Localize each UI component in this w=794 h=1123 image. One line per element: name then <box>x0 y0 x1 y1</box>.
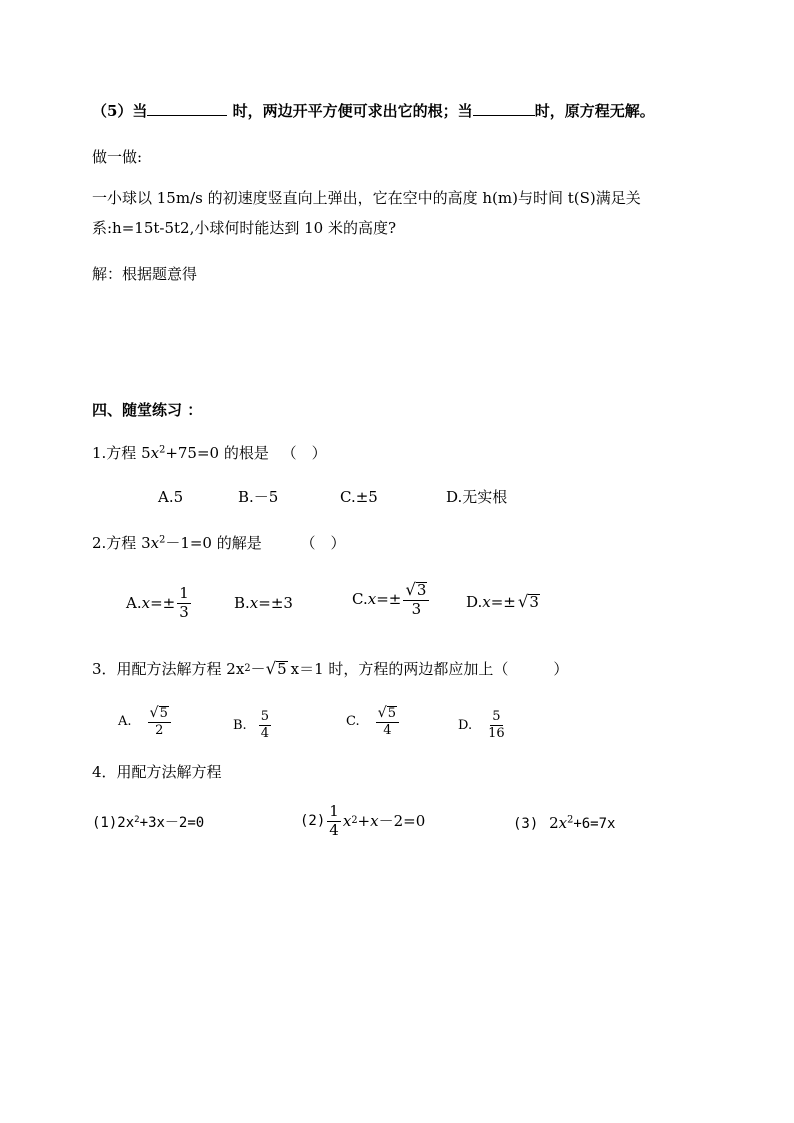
q5-blank-2[interactable] <box>473 114 535 116</box>
q2-a-fraction <box>177 586 191 621</box>
q1-answer-paren[interactable]: （ ） <box>281 444 327 462</box>
q2-option-a[interactable] <box>126 586 193 621</box>
q2-stem-suffix: －1=0 的解是 <box>165 534 262 552</box>
q2-a-eq: =± <box>150 593 176 612</box>
q3-a-den: 2 <box>155 722 164 738</box>
q3-option-d[interactable] <box>458 710 507 740</box>
q2-c-fraction <box>403 582 429 618</box>
q2-c-den: 3 <box>411 599 422 618</box>
q2-var: x <box>150 534 160 552</box>
q5-prefix: （5）当 <box>92 102 148 120</box>
q1-option-a[interactable]: A.5 <box>158 488 184 506</box>
q3-a-num: 5 <box>159 706 168 721</box>
q2-exp: 2 <box>159 534 166 546</box>
q2-option-b[interactable] <box>234 596 293 611</box>
q1-stem-suffix: +75=0 的根是 <box>165 444 269 462</box>
q2-c-eq: =± <box>376 590 402 609</box>
q3-option-c[interactable] <box>346 706 401 737</box>
q2-answer-paren[interactable]: （ ） <box>300 534 346 552</box>
try-it-heading: 做一做: <box>92 148 143 166</box>
q4-p3-var: x <box>558 814 568 832</box>
q4-p3-label: (3) <box>513 816 539 832</box>
practice-q3-stem: 3．用配方法解方程 2x 2 － √ 5 x＝1 时，方程的两边都应加上（ ） <box>92 659 569 678</box>
q2-c-var: x <box>367 590 377 609</box>
q2-c-label: C. <box>352 590 368 609</box>
q2-d-var: x <box>482 592 491 611</box>
q2-b-var: x <box>249 594 259 612</box>
q2-a-var: x <box>141 593 151 612</box>
q2-option-d[interactable] <box>466 594 540 611</box>
q3-b-den: 4 <box>260 725 269 741</box>
q1-exp: 2 <box>159 444 166 456</box>
q4-p1-exp: 2 <box>134 815 140 825</box>
q2-stem-prefix: 2.方程 3 <box>92 534 151 552</box>
q2-d-rad: 3 <box>529 593 539 611</box>
q2-a-den: 3 <box>179 602 189 621</box>
q4-p2-plus: + <box>357 811 371 830</box>
q3-d-fraction <box>488 710 505 740</box>
q3-c-label: C. <box>346 714 360 730</box>
q4-p3-coef: 2 <box>549 814 559 832</box>
q4-p3-exp: 2 <box>567 814 574 826</box>
q3-a-label: A. <box>118 714 132 730</box>
q4-p2-var: x <box>342 811 352 830</box>
q2-d-label: D. <box>466 592 483 611</box>
q2-b-label: B. <box>234 594 250 612</box>
q1-var: x <box>150 444 160 462</box>
q4-p1-rest: +3x－2=0 <box>139 815 205 831</box>
q4-p1-lead: (1)2x <box>92 815 135 831</box>
q4-p2-tail: －2=0 <box>378 811 426 830</box>
q5-blank-1[interactable] <box>147 114 227 116</box>
q2-b-eq: =±3 <box>258 594 293 612</box>
q5-mid: 时，两边开平方便可求出它的根；当 <box>232 102 473 120</box>
practice-q1-stem <box>92 446 327 461</box>
q3-stem-prefix: 3．用配方法解方程 2x <box>92 659 245 678</box>
practice-heading: 四、随堂练习 ： <box>92 401 203 419</box>
q5-suffix: 时，原方程无解。 <box>534 102 655 120</box>
q3-d-num: 5 <box>492 709 501 724</box>
q4-p2-label: (2) <box>300 813 326 830</box>
q4-p2-num: 1 <box>329 802 339 820</box>
q3-minus: － <box>250 659 266 678</box>
practice-q2-stem <box>92 536 346 551</box>
question-5 <box>92 104 655 119</box>
q2-a-label: A. <box>126 593 142 612</box>
q3-c-fraction: √ 5 4 <box>376 706 399 737</box>
q2-d-sqrt: √ 3 <box>517 592 539 611</box>
q3-d-label: D. <box>458 717 473 733</box>
try-it-problem-line2: 系:h=15t-5t2,小球何时能达到 10 米的高度? <box>92 219 397 237</box>
q3-option-a[interactable] <box>118 706 173 737</box>
q4-part-1 <box>92 816 204 830</box>
q4-p2-var2: x <box>370 811 379 830</box>
q1-option-b[interactable]: B.－5 <box>238 488 279 506</box>
q3-stem-suffix: x＝1 时，方程的两边都应加上（ ） <box>290 659 569 678</box>
q3-option-b[interactable] <box>233 710 273 740</box>
q2-d-eq: =± <box>490 592 516 611</box>
q4-part-2: (2) $\frac{1}{4}$ x 2 + x －2=0 <box>300 802 426 839</box>
q3-d-den: 16 <box>488 725 505 741</box>
q3-b-num: 5 <box>260 709 269 724</box>
q4-p3-rest: +6=7x <box>573 816 616 832</box>
q4-p2-fraction <box>327 804 341 839</box>
q3-b-label: B. <box>233 717 247 733</box>
q3-rad: 5 <box>277 660 287 678</box>
try-it-solution: 解：根据题意得 <box>92 265 198 283</box>
q1-option-d[interactable]: D.无实根 <box>446 488 508 506</box>
q3-a-fraction: √ 5 2 <box>148 706 171 737</box>
q1-option-c[interactable]: C.±5 <box>340 488 378 506</box>
q3-b-fraction <box>259 710 271 740</box>
q2-option-c[interactable] <box>352 582 431 618</box>
q4-p2-den: 4 <box>329 820 339 839</box>
q2-a-num: 1 <box>179 584 189 602</box>
q4-part-3 <box>513 816 615 831</box>
practice-q4-stem: 4．用配方法解方程 <box>92 763 222 781</box>
q3-sqrt: √ 5 <box>265 659 287 678</box>
q2-c-sqrt: √ 3 <box>405 580 427 599</box>
q2-c-num: 3 <box>416 581 427 599</box>
q3-c-den: 4 <box>383 722 392 738</box>
q3-c-num: 5 <box>387 706 397 721</box>
try-it-problem-line1: 一小球以 15m/s 的初速度竖直向上弹出，它在空中的高度 h(m)与时间 t(S)满足关 <box>92 189 641 207</box>
q1-stem-prefix: 1.方程 5 <box>92 444 151 462</box>
